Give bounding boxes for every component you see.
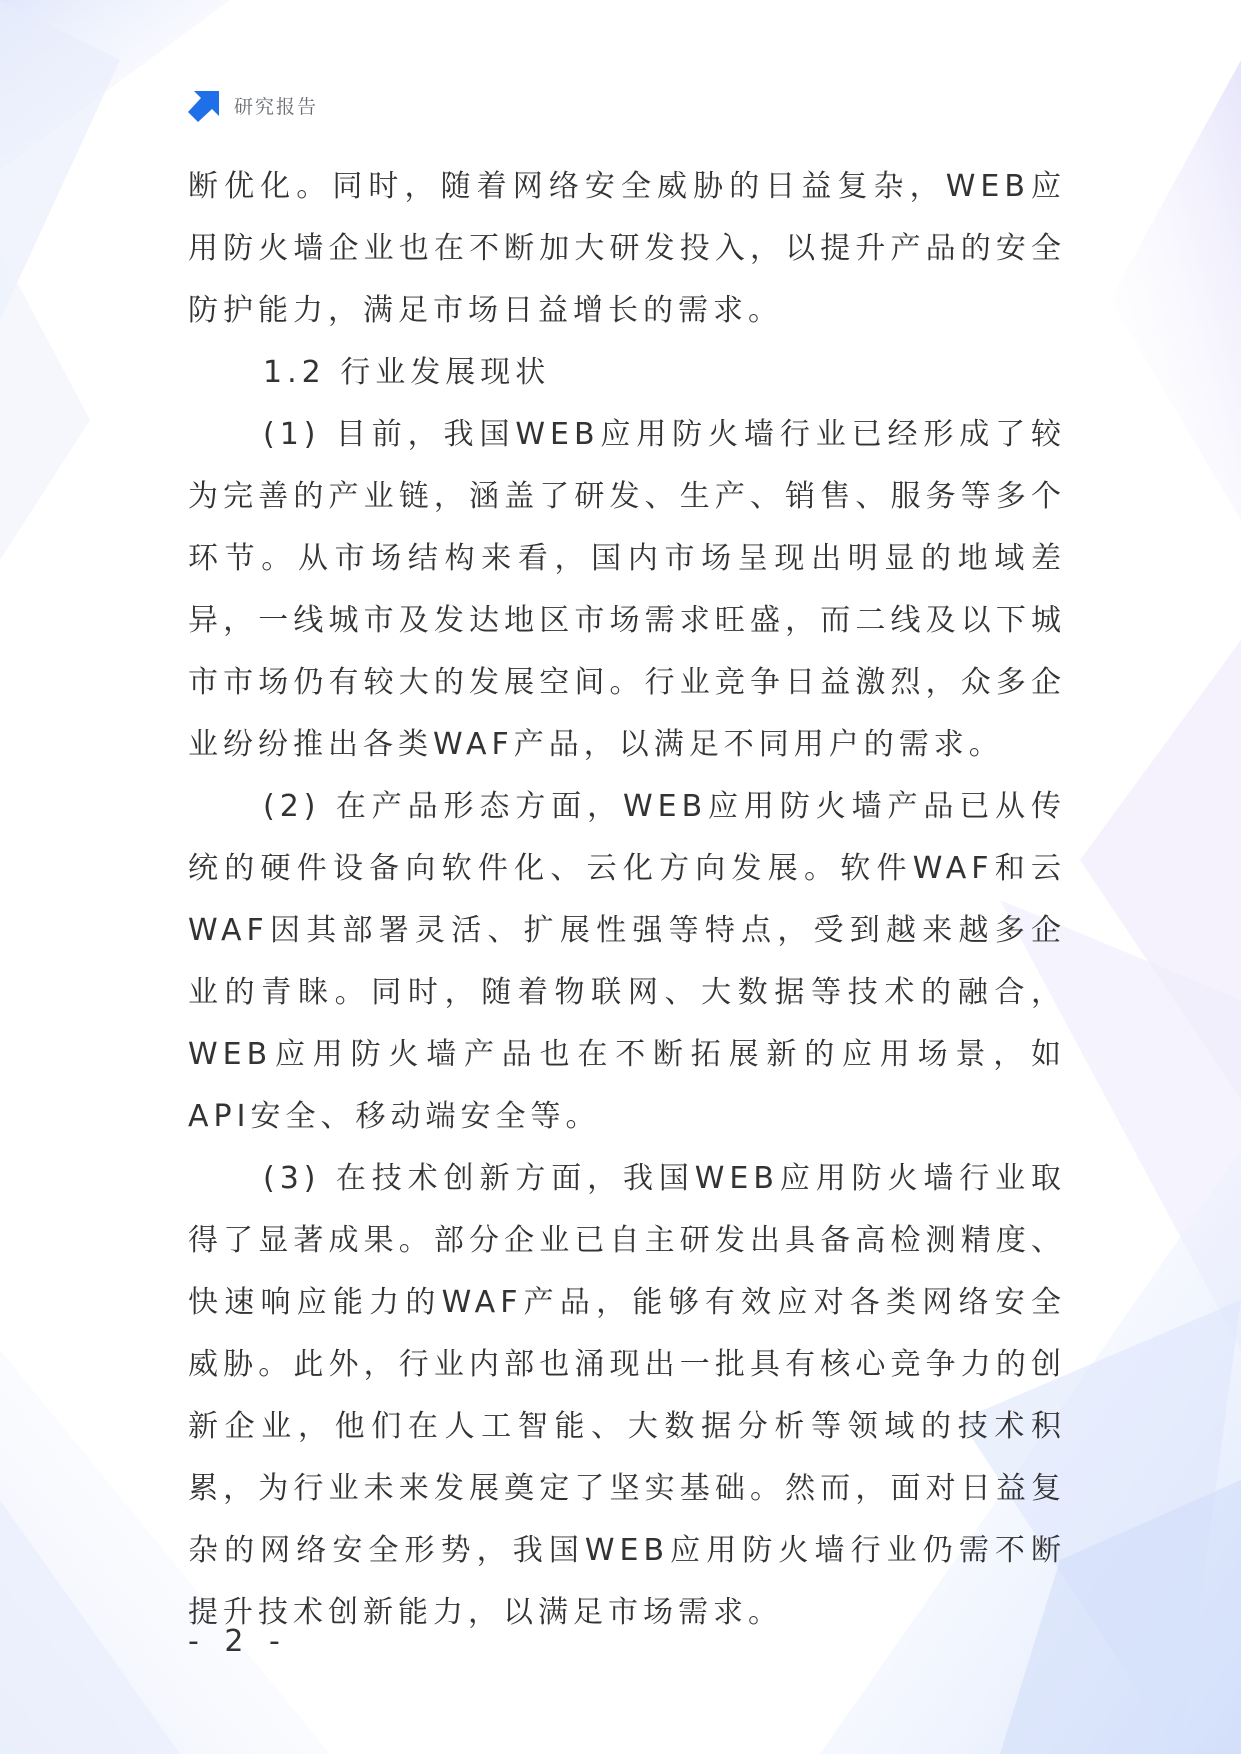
- document-body: [188, 156, 1066, 1644]
- section-heading: 1.2 行业发展现状: [263, 355, 551, 390]
- paragraph-2: (2) 在产品形态方面，WEB应用防火墙产品已从传统的硬件设备向软件化、云化方向发展。软件WAF和云WAF因其部署灵活、扩展性强等特点，受到越来越多企业的青睐。同时，随着物联网、大数据等技术的融合，WEB应用防火墙产品也在不断拓展新的应用场景，如API安全、移动端安全等。: [188, 789, 1066, 1134]
- header-title: 研究报告: [234, 95, 319, 118]
- arrow-logo-icon: [188, 88, 222, 122]
- paragraph-3: (3) 在技术创新方面，我国WEB应用防火墙行业取得了显著成果。部分企业已自主研发出具备高检测精度、快速响应能力的WAF产品，能够有效应对各类网络安全威胁。此外，行业内部也涌现出一批具有核心竞争力的创新企业，他们在人工智能、大数据分析等领域的技术积累，为行业未来发展奠定了坚实基础。然而，面对日益复杂的网络安全形势，我国WEB应用防火墙行业仍需不断提升技术创新能力，以满足市场需求。: [188, 1161, 1066, 1630]
- paragraph-1: (1) 目前，我国WEB应用防火墙行业已经形成了较为完善的产业链，涵盖了研发、生产、销售、服务等多个环节。从市场结构来看，国内市场呈现出明显的地域差异，一线城市及发达地区市场需求旺盛，而二线及以下城市市场仍有较大的发展空间。行业竞争日益激烈，众多企业纷纷推出各类WAF产品，以满足不同用户的需求。: [188, 417, 1066, 762]
- page-number: - 2 -: [188, 1624, 288, 1659]
- report-header: [188, 88, 318, 122]
- intro-paragraph: 断优化。同时，随着网络安全威胁的日益复杂，WEB应用防火墙企业也在不断加大研发投入，以提升产品的安全防护能力，满足市场日益增长的需求。: [188, 169, 1066, 328]
